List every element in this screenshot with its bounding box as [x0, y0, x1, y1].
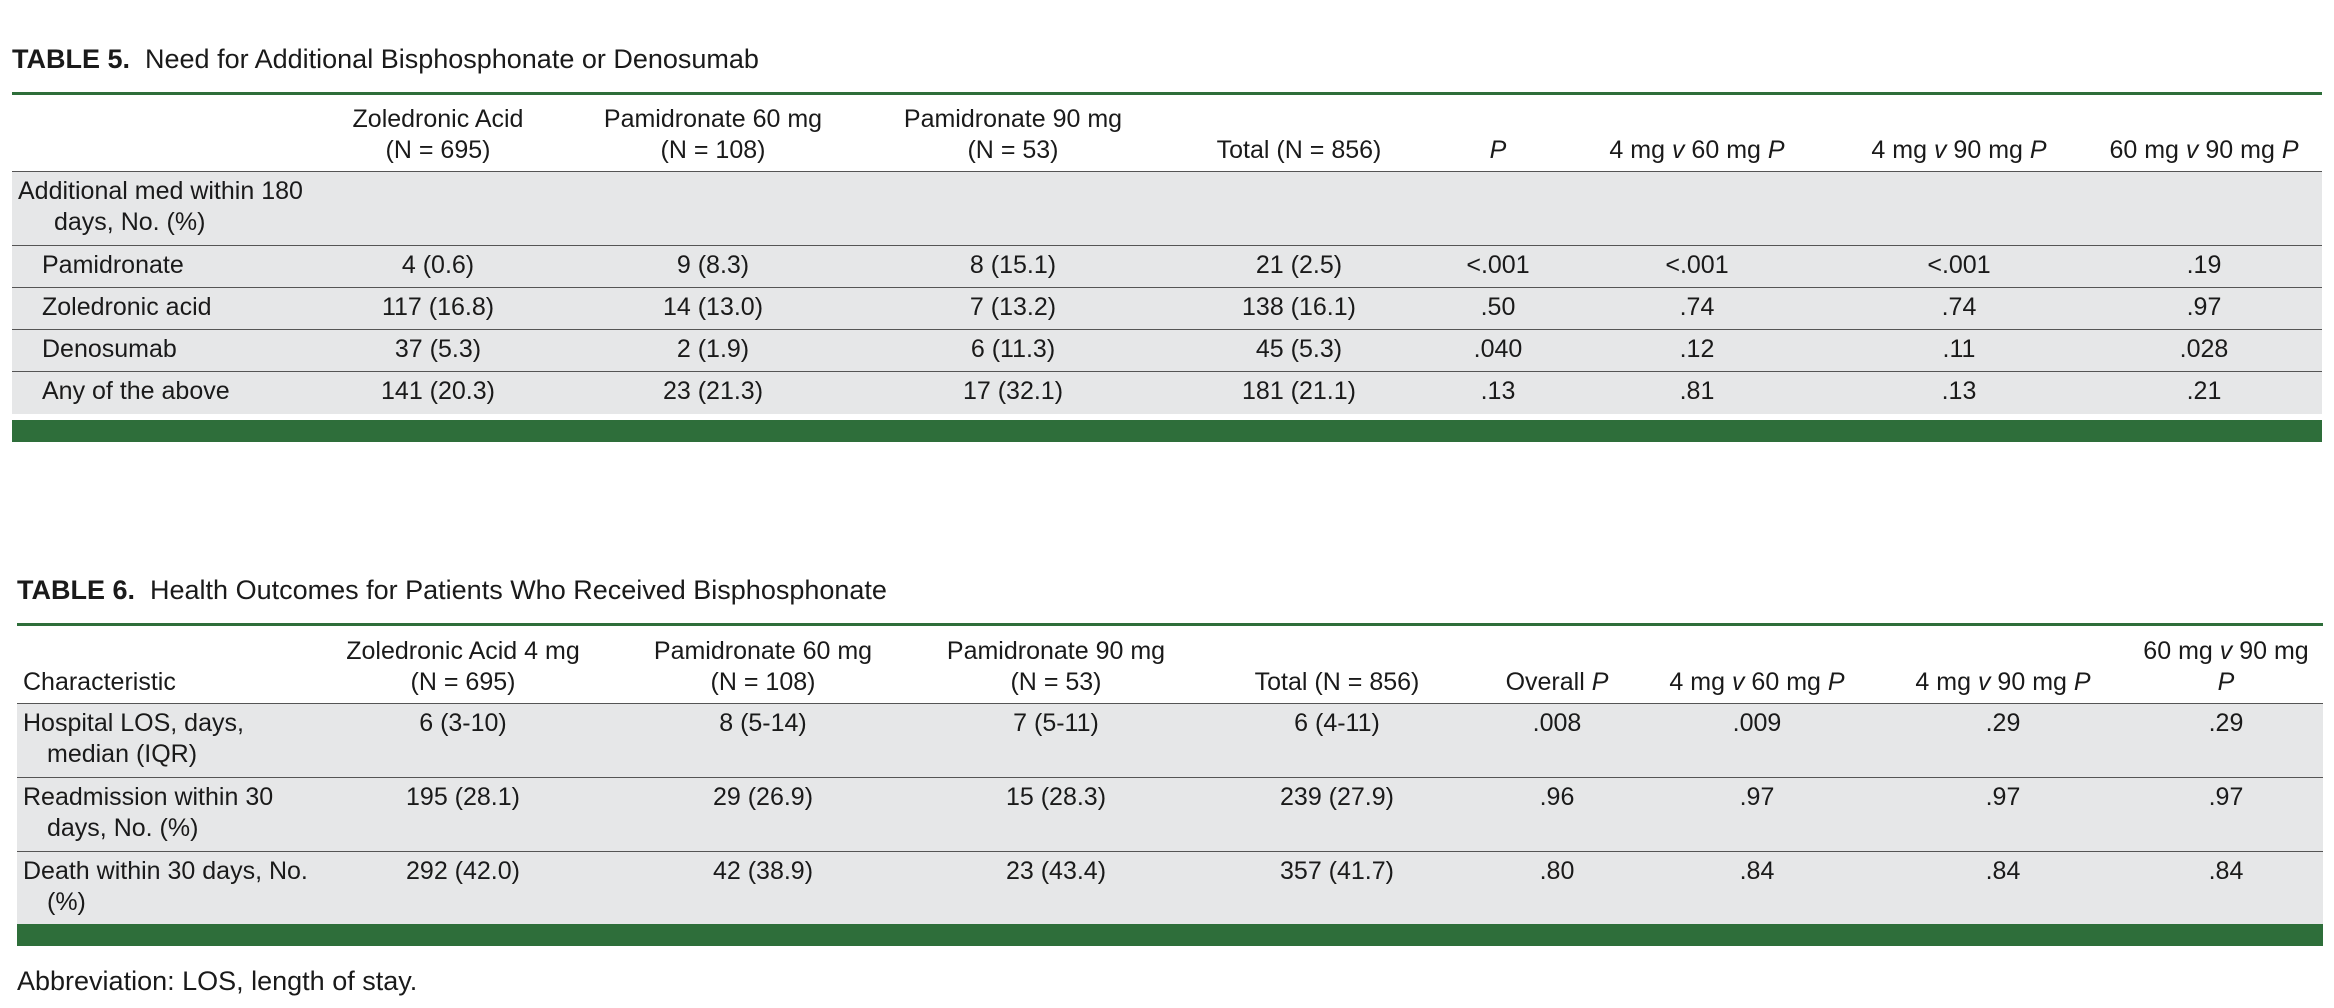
table-cell: <.001	[1562, 246, 1832, 288]
table6	[17, 636, 2323, 924]
table-row	[12, 288, 2322, 330]
table-cell: 37 (5.3)	[312, 330, 564, 372]
table-cell: .50	[1434, 288, 1562, 330]
table-cell: 2 (1.9)	[564, 330, 862, 372]
table-cell: 8 (15.1)	[862, 246, 1164, 288]
table-cell: 292 (42.0)	[315, 852, 611, 924]
table-cell: 14 (13.0)	[564, 288, 862, 330]
table-row	[12, 330, 2322, 372]
table-cell: 6 (4-11)	[1197, 704, 1477, 778]
table5-section-label: Additional med within 180 days, No. (%)	[18, 177, 303, 236]
table-cell: 7 (5-11)	[915, 704, 1197, 778]
table-row	[12, 246, 2322, 288]
table5-header-row	[12, 104, 2322, 172]
table-cell: .19	[2086, 246, 2322, 288]
table5-header	[12, 104, 312, 172]
table6-header: 60 mg v 90 mg P	[2143, 637, 2309, 696]
table6-header: Pamidronate 60 mg (N = 108)	[653, 637, 873, 696]
table-cell: .97	[1877, 778, 2129, 852]
table6-title: Health Outcomes for Patients Who Received Bisphosphonate	[150, 575, 887, 605]
row-label-text: Death within 30 days, No. (%)	[23, 857, 308, 916]
table6-caption	[17, 575, 887, 606]
table6-header: Characteristic	[23, 667, 176, 696]
table-cell: .84	[1877, 852, 2129, 924]
row-label-text: Hospital LOS, days, median (IQR)	[23, 709, 244, 768]
table-cell: .96	[1477, 778, 1637, 852]
table-cell: .74	[1562, 288, 1832, 330]
table5-section-row	[12, 172, 2322, 246]
table-row	[17, 704, 2323, 778]
table-cell: .21	[2086, 372, 2322, 414]
table5-caption	[12, 44, 759, 75]
table-cell: 8 (5-14)	[611, 704, 915, 778]
row-label	[17, 704, 315, 778]
table5-header: Pamidronate 60 mg (N = 108)	[603, 105, 823, 164]
table-cell: 195 (28.1)	[315, 778, 611, 852]
table-cell: .11	[1832, 330, 2086, 372]
row-label	[17, 778, 315, 852]
table-cell: .13	[1832, 372, 2086, 414]
table5-label: TABLE 5.	[12, 44, 131, 74]
table-cell: .29	[2129, 704, 2323, 778]
table-cell: .009	[1637, 704, 1877, 778]
row-label: Any of the above	[12, 372, 312, 414]
table-cell: 21 (2.5)	[1164, 246, 1434, 288]
table-cell: 239 (27.9)	[1197, 778, 1477, 852]
table6-header: Zoledronic Acid 4 mg (N = 695)	[346, 637, 580, 696]
table-cell: .13	[1434, 372, 1562, 414]
row-label: Denosumab	[12, 330, 312, 372]
table-cell: .84	[1637, 852, 1877, 924]
row-label	[17, 852, 315, 924]
table6-bottom-bar	[17, 924, 2323, 946]
table5-header: 4 mg v 90 mg P	[1871, 135, 2047, 164]
table-cell: 141 (20.3)	[312, 372, 564, 414]
table-cell: .12	[1562, 330, 1832, 372]
table5-header: Zoledronic Acid (N = 695)	[352, 105, 524, 164]
table-cell: 42 (38.9)	[611, 852, 915, 924]
table-cell: 45 (5.3)	[1164, 330, 1434, 372]
table6-header: Total (N = 856)	[1254, 667, 1420, 696]
table-cell: 23 (21.3)	[564, 372, 862, 414]
table-cell: 181 (21.1)	[1164, 372, 1434, 414]
table-cell: 6 (3-10)	[315, 704, 611, 778]
table5-top-rule	[12, 92, 2322, 95]
table6-label: TABLE 6.	[17, 575, 136, 605]
table-cell: 4 (0.6)	[312, 246, 564, 288]
table6-header: Pamidronate 90 mg (N = 53)	[946, 637, 1166, 696]
table5-header: Pamidronate 90 mg (N = 53)	[903, 105, 1123, 164]
table5	[12, 104, 2322, 414]
table6-header: Overall P	[1505, 667, 1609, 696]
table5-bottom-bar	[12, 420, 2322, 442]
table-cell: 117 (16.8)	[312, 288, 564, 330]
table-row	[17, 778, 2323, 852]
table-cell: 15 (28.3)	[915, 778, 1197, 852]
table-cell: .028	[2086, 330, 2322, 372]
table6-header-row	[17, 636, 2323, 704]
table-cell: .80	[1477, 852, 1637, 924]
table-cell: .81	[1562, 372, 1832, 414]
table6-footnote: Abbreviation: LOS, length of stay.	[17, 966, 418, 996]
table-row	[17, 852, 2323, 924]
table-cell: 357 (41.7)	[1197, 852, 1477, 924]
table5-title: Need for Additional Bisphosphonate or Denosumab	[145, 44, 759, 74]
table-cell: 6 (11.3)	[862, 330, 1164, 372]
table-cell: .040	[1434, 330, 1562, 372]
table5-header: P	[1489, 135, 1507, 164]
table-cell: 9 (8.3)	[564, 246, 862, 288]
table-cell: .29	[1877, 704, 2129, 778]
row-label-text: Readmission within 30 days, No. (%)	[23, 783, 274, 842]
table-cell: 7 (13.2)	[862, 288, 1164, 330]
table-row	[12, 372, 2322, 414]
table-cell: .74	[1832, 288, 2086, 330]
table-cell: .84	[2129, 852, 2323, 924]
table6-header: 4 mg v 90 mg P	[1915, 667, 2091, 696]
row-label: Pamidronate	[12, 246, 312, 288]
table-cell: <.001	[1832, 246, 2086, 288]
table5-header: 4 mg v 60 mg P	[1609, 135, 1785, 164]
table-cell: 138 (16.1)	[1164, 288, 1434, 330]
table-cell: .97	[2086, 288, 2322, 330]
table5-header: 60 mg v 90 mg P	[2109, 135, 2299, 164]
table-cell: 17 (32.1)	[862, 372, 1164, 414]
table6-header: 4 mg v 60 mg P	[1669, 667, 1845, 696]
table-cell: .97	[2129, 778, 2323, 852]
table5-header: Total (N = 856)	[1216, 135, 1382, 164]
table-cell: .008	[1477, 704, 1637, 778]
table-cell: <.001	[1434, 246, 1562, 288]
table-cell: .97	[1637, 778, 1877, 852]
table6-top-rule	[17, 623, 2323, 626]
table-cell: 23 (43.4)	[915, 852, 1197, 924]
table-cell: 29 (26.9)	[611, 778, 915, 852]
row-label: Zoledronic acid	[12, 288, 312, 330]
